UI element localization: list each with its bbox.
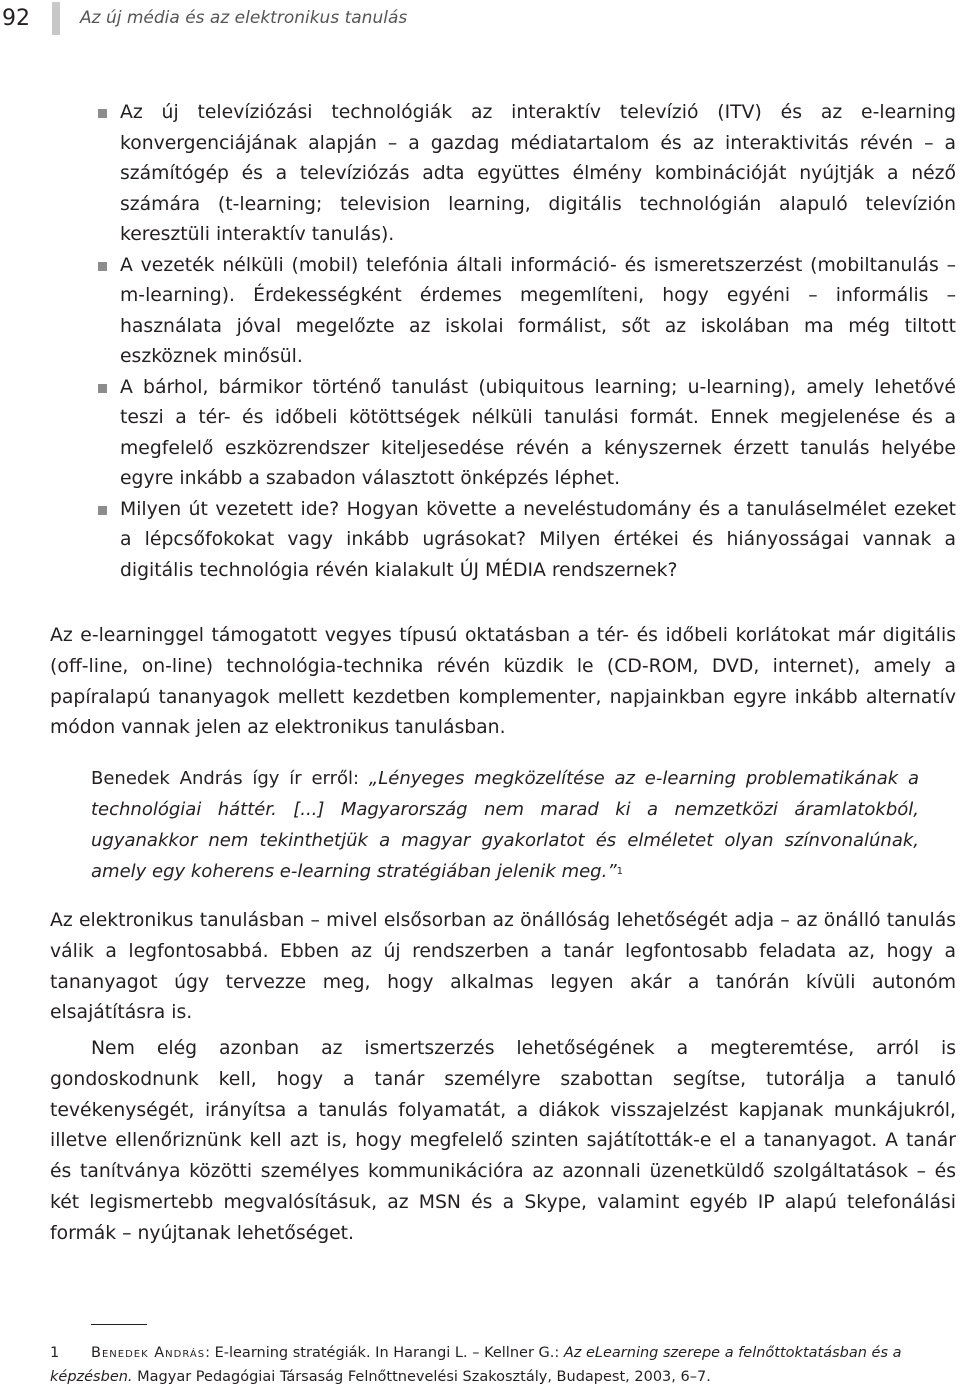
list-item-text: A bárhol, bármikor történő tanulást (ubiquitous learning; u-learning), amely lehetővé teszi a tér- és időbeli kötöttségek nélküli tanulási formát. Ennek megjelenése és a megfelelő eszközrendszer kiteljesedése révén a kényszernek érzett tanulás helyébe egyre inkább a szabadon választott önképzés léphet.: [120, 376, 956, 489]
paragraph-communication: Nem elég azonban az ismertszerzés lehetőségének a megteremtése, arról is gondoskodnunk kell, hogy a tanár személyre szabottan segítse, tutorálja a tanuló tevékenységét, irányítsa a tanulás folyamatát, a diákok visszajelzést kapjanak munkájukról, illetve ellenőriznünk kell azt is, hogy megfelelő szinten sajátították-e el a tananyagot. A tanár és tanítványa közötti személyes kommunikációra az azonnali üzenetküldő szolgáltatások – és két legismertebb megvalósításuk, az MSN és a Skype, valamint egyéb IP alapú telefonálási formák – nyújtanak lehetőséget.: [50, 1038, 956, 1244]
list-item-text: A vezeték nélküli (mobil) telefónia általi információ- és ismeretszerzést (mobiltanulás – m-learning). Érdekességként érdemes megemlíteni, hogy egyéni – informális – használata jóval megelőzte az iskolai formálist, sőt az iskolában ma még tiltott eszköznek minősül.: [120, 254, 956, 367]
footnote-number: 1: [50, 1345, 60, 1361]
footnote: [50, 1341, 956, 1389]
paragraph-autonomous-learning: Az elektronikus tanulásban – mivel elsősorban az önállóság lehetőségét adja – az önálló tanulás válik a legfontosabbá. Ebben az új rendszerben a tanár legfontosabb feladata az, hogy a tananyagot úgy tervezze meg, hogy alkalmas legyen akár a tanórán kívüli autonóm elsajátításra is.: [50, 910, 956, 1024]
quote-lead: Benedek András így ír erről:: [91, 768, 369, 789]
footnote-publisher: Magyar Pedagógiai Társaság Felnőttnevelési Szakosztály, Budapest, 2003, 6–7.: [132, 1369, 711, 1385]
footnote-author: Benedek András: [91, 1345, 206, 1361]
square-bullet-icon: [98, 506, 107, 515]
header-divider: [52, 2, 60, 35]
footnote-title: Az eLearning szerepe a felnőttoktatásban és a képzésben.: [50, 1345, 902, 1385]
list-item-text: Az új televíziózási technológiák az interaktív televízió (ITV) és az e-learning konvergenciájának alapján – a gazdag médiatartalom és az interaktivitás révén – a számítógép és a televíziózás adta együttes élmény kombinációját nyújtják a néző számára (t-learning; television learning, digitális technológián alapuló televízión keresztüli interaktív tanulás).: [120, 102, 956, 245]
list-item-text: Milyen út vezetett ide? Hogyan követte a neveléstudomány és a tanuláselmélet ezeket a lépcsőfokokat vagy inkább ugrásokat? Milyen értékei és hiányosságai vannak a digitális technológia révén kialakult ÚJ MÉDIA rendszernek?: [120, 498, 956, 581]
paragraph-blended-learning: Az e-learninggel támogatott vegyes típusú oktatásban a tér- és időbeli korlátokat már digitális (off-line, on-line) technológia-technika révén küzdik le (CD-ROM, DVD, internet), amely a papíralapú tananyagok mellett kezdetben komplementer, napjainkban egyre inkább alternatív módon vannak jelen az elektronikus tanulásban.: [50, 625, 956, 739]
square-bullet-icon: [98, 109, 107, 118]
square-bullet-icon: [98, 262, 107, 271]
running-head: Az új média és az elektronikus tanulás: [80, 8, 408, 28]
block-quote: [91, 763, 919, 887]
list-item: [98, 373, 956, 495]
footnote-citation: : E-learning stratégiák. In Harangi L. – Kellner G.:: [205, 1345, 564, 1361]
list-item: [98, 98, 956, 251]
footnote-reference[interactable]: 1: [616, 866, 624, 877]
list-item: [98, 251, 956, 373]
bullet-list: [98, 98, 956, 586]
page-number: 92: [2, 6, 30, 31]
square-bullet-icon: [98, 384, 107, 393]
page-header: [0, 0, 960, 40]
quote-text: „Lényeges megközelítése az e-learning problematikának a technológiai háttér. [...] Magyarország nem marad ki a nemzetközi áramlatokból, ugyanakkor nem tekinthetjük a magyar gyakorlatot és elméletet olyan színvonalúnak, amely egy koherens e-learning stratégiában jelenik meg.”: [91, 768, 919, 882]
footnote-divider: [91, 1324, 147, 1325]
list-item: [98, 495, 956, 587]
